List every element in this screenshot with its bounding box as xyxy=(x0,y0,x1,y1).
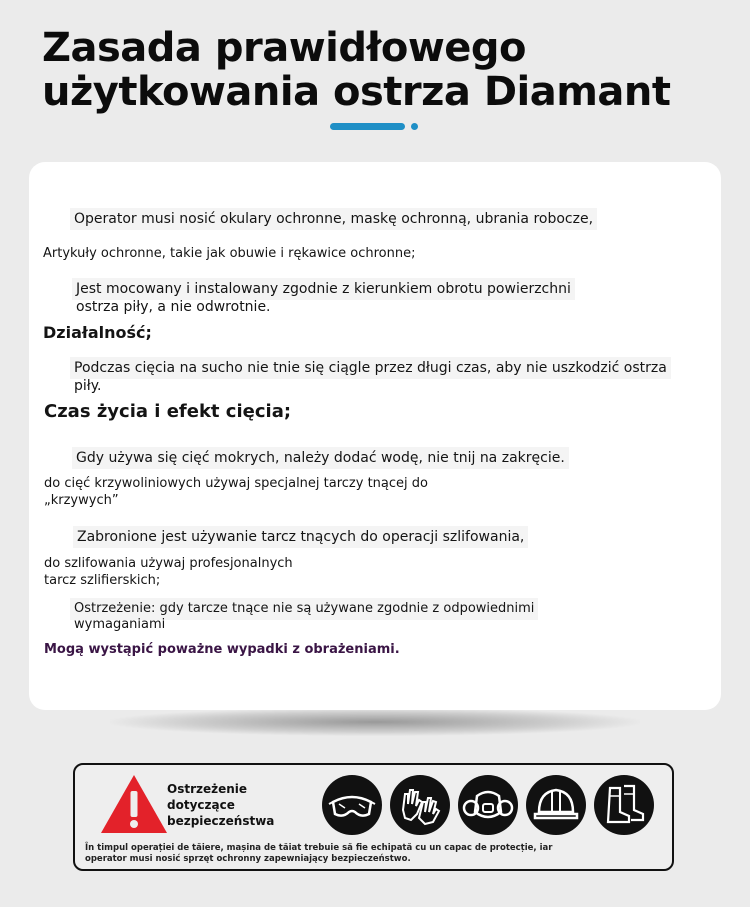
safety-footer-line-1: În timpul operației de tăiere, mașina de tăiat trebuie să fie echipată cu un capac de protecție, iar xyxy=(85,843,553,853)
instruction-warning-2: wymaganiami xyxy=(74,617,166,632)
instruction-dry-cut-1: Podczas cięcia na sucho nie tnie się ciągle przez długi czas, aby nie uszkodzić ostrza xyxy=(70,357,671,379)
instruction-curved-cut-2: „krzywych” xyxy=(44,493,119,508)
hard-hat-icon xyxy=(525,774,587,836)
safety-boots-icon xyxy=(593,774,655,836)
instruction-mounting-1: Jest mocowany i instalowany zgodnie z kierunkiem obrotu powierzchni xyxy=(72,278,575,300)
instruction-grinding-1: do szlifowania używaj profesjonalnych xyxy=(44,556,293,571)
instruction-protective-items: Artykuły ochronne, takie jak obuwie i rękawice ochronne; xyxy=(43,246,416,261)
instruction-serious-accidents: Mogą wystąpić poważne wypadki z obrażeniami. xyxy=(44,642,400,657)
instruction-curved-cut-1: do cięć krzywoliniowych używaj specjalnej tarczy tnącej do xyxy=(44,476,428,491)
instruction-mounting-2: ostrza piły, a nie odwrotnie. xyxy=(76,299,271,315)
title-line-1: Zasada prawidłowego xyxy=(42,25,527,71)
gloves-icon xyxy=(389,774,451,836)
heading-lifetime: Czas życia i efekt cięcia; xyxy=(44,401,292,422)
title-accent-bar xyxy=(330,123,405,130)
safety-warning-panel xyxy=(73,763,674,871)
instruction-warning-1: Ostrzeżenie: gdy tarcze tnące nie są używane zgodnie z odpowiednimi xyxy=(70,598,538,620)
instruction-grinding-ban: Zabronione jest używanie tarcz tnących do operacji szlifowania, xyxy=(73,526,528,548)
safety-warning-footer xyxy=(85,843,655,865)
heading-dzialalnosc: Działalność; xyxy=(43,323,152,342)
instruction-dry-cut-2: piły. xyxy=(74,378,102,394)
page-title xyxy=(42,26,722,114)
safety-footer-line-2: operator musi nosić sprzęt ochronny zapewniający bezpieczeństwo. xyxy=(85,854,411,864)
safety-warning-label: Ostrzeżenie dotyczące bezpieczeństwa xyxy=(167,782,275,828)
goggles-icon xyxy=(321,774,383,836)
title-accent-dot xyxy=(411,123,418,130)
warning-triangle-icon xyxy=(99,773,169,835)
instruction-protective-gear: Operator musi nosić okulary ochronne, maskę ochronną, ubrania robocze, xyxy=(70,208,597,230)
title-line-2: użytkowania ostrza Diamant xyxy=(42,69,671,115)
instruction-wet-cut: Gdy używa się cięć mokrych, należy dodać wodę, nie tnij na zakręcie. xyxy=(72,447,569,469)
card-shadow xyxy=(110,708,640,736)
respirator-mask-icon xyxy=(457,774,519,836)
instruction-grinding-2: tarcz szlifierskich; xyxy=(44,573,161,588)
